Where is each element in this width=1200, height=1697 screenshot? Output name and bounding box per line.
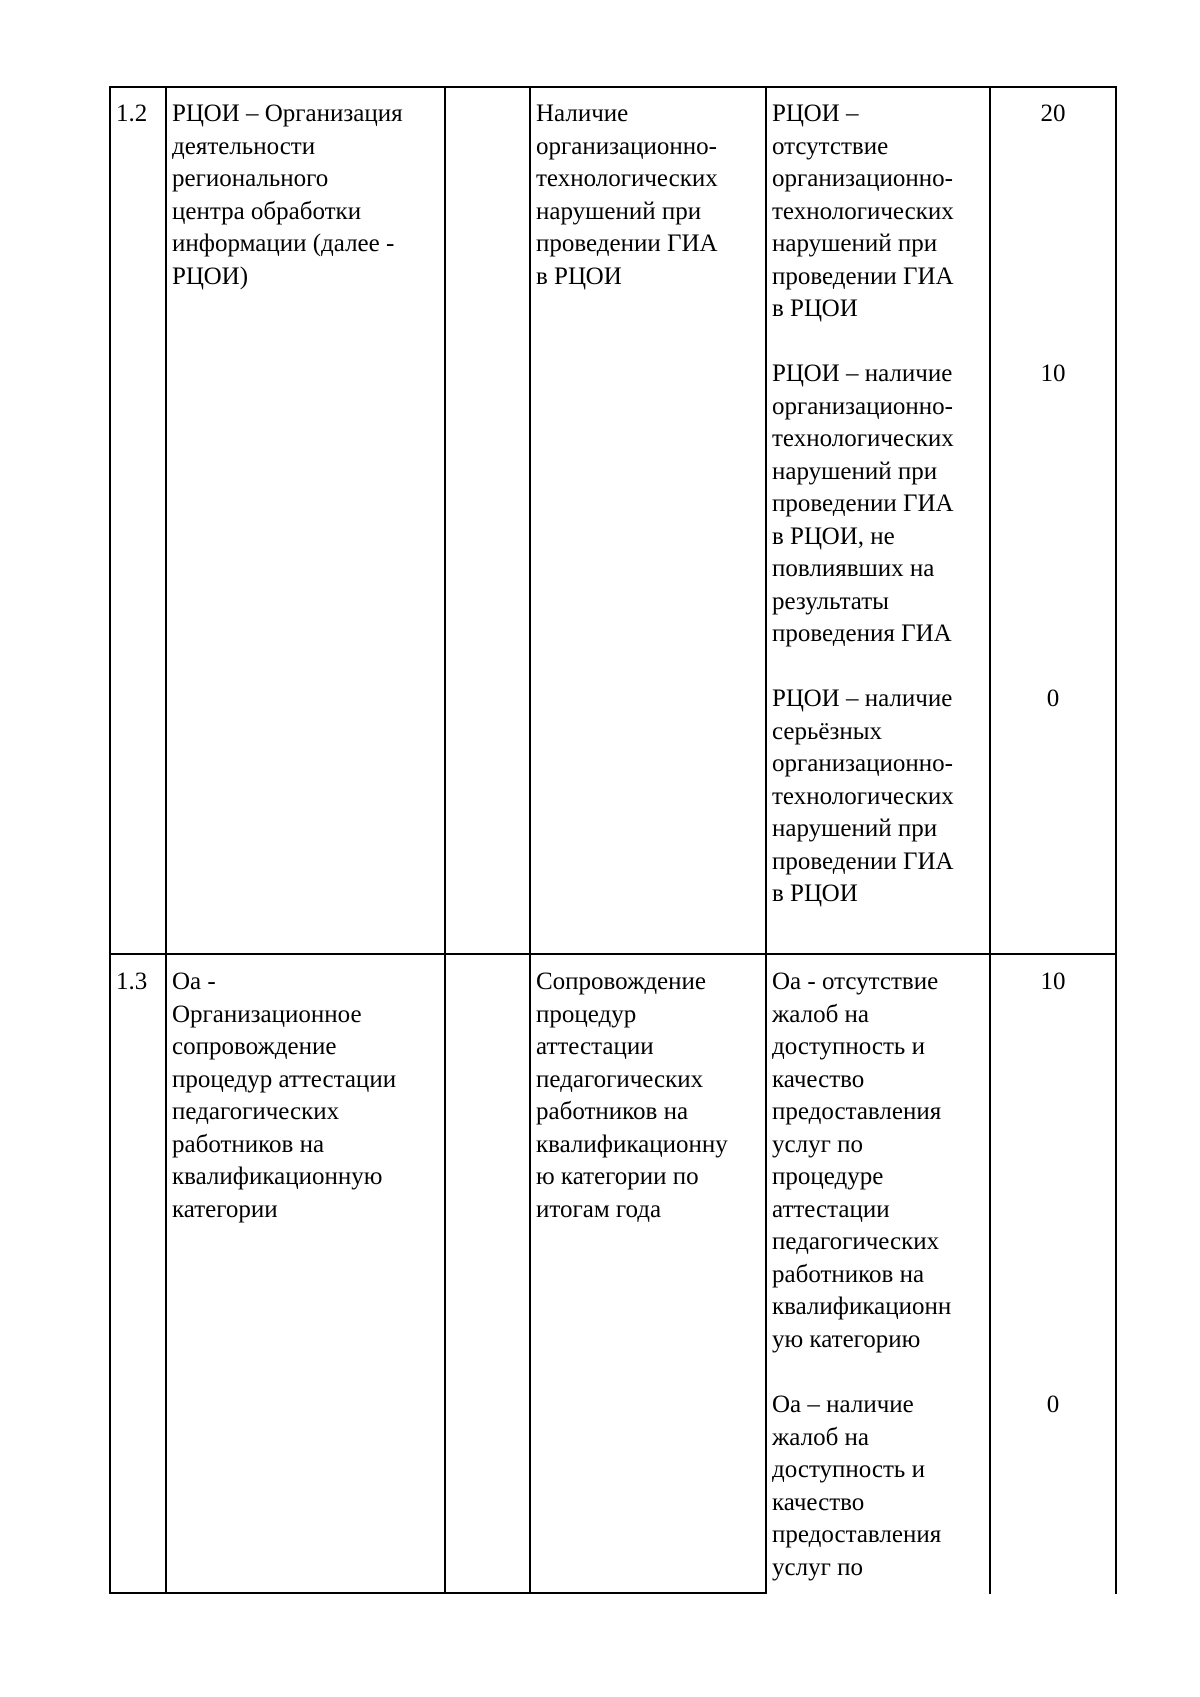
criterion-score: 10: [1040, 360, 1066, 387]
indicator-description: Сопровождение процедур аттестации педагогических работников на квалификационну ю категории по итогам года: [536, 968, 728, 1223]
criterion-text: Оа – наличие жалоб на доступность и качество предоставления услуг по: [772, 1391, 942, 1581]
criterion-score: 0: [1046, 1391, 1060, 1418]
table-left-border: [109, 86, 111, 1594]
criterion-score: 10: [1040, 968, 1066, 995]
table-top-border: [109, 86, 1117, 88]
table-right-border: [1115, 86, 1117, 1594]
row-number: 1.2: [116, 100, 148, 127]
criterion-score: 20: [1040, 100, 1066, 127]
indicators-table: [109, 86, 1117, 1594]
column-divider: [444, 86, 446, 1594]
criterion-text: Оа - отсутствие жалоб на доступность и качество предоставления услуг по процедуре аттестации педагогических работников на квалификационн ую категорию: [772, 968, 952, 1353]
row-divider: [109, 953, 1117, 955]
criterion-text: РЦОИ – наличие серьёзных организационно- технологических нарушений при проведении ГИА в РЦОИ: [772, 685, 954, 907]
criterion-text: РЦОИ – наличие организационно- технологических нарушений при проведении ГИА в РЦОИ, не повлиявших на результаты проведения ГИА: [772, 360, 954, 647]
table-bottom-border: [109, 1592, 767, 1594]
criterion-score: 0: [1046, 685, 1060, 712]
indicator-name: РЦОИ – Организация деятельности регионального центра обработки информации (далее - РЦОИ): [172, 100, 403, 290]
indicator-name: Оа - Организационное сопровождение процедур аттестации педагогических работников на квалификационную категории: [172, 968, 397, 1223]
column-divider: [165, 86, 167, 1594]
column-divider: [765, 86, 767, 1594]
column-divider: [529, 86, 531, 1594]
criterion-text: РЦОИ – отсутствие организационно- технологических нарушений при проведении ГИА в РЦОИ: [772, 100, 954, 322]
indicator-description: Наличие организационно- технологических нарушений при проведении ГИА в РЦОИ: [536, 100, 718, 290]
column-divider: [989, 86, 991, 1594]
row-number: 1.3: [116, 968, 148, 995]
